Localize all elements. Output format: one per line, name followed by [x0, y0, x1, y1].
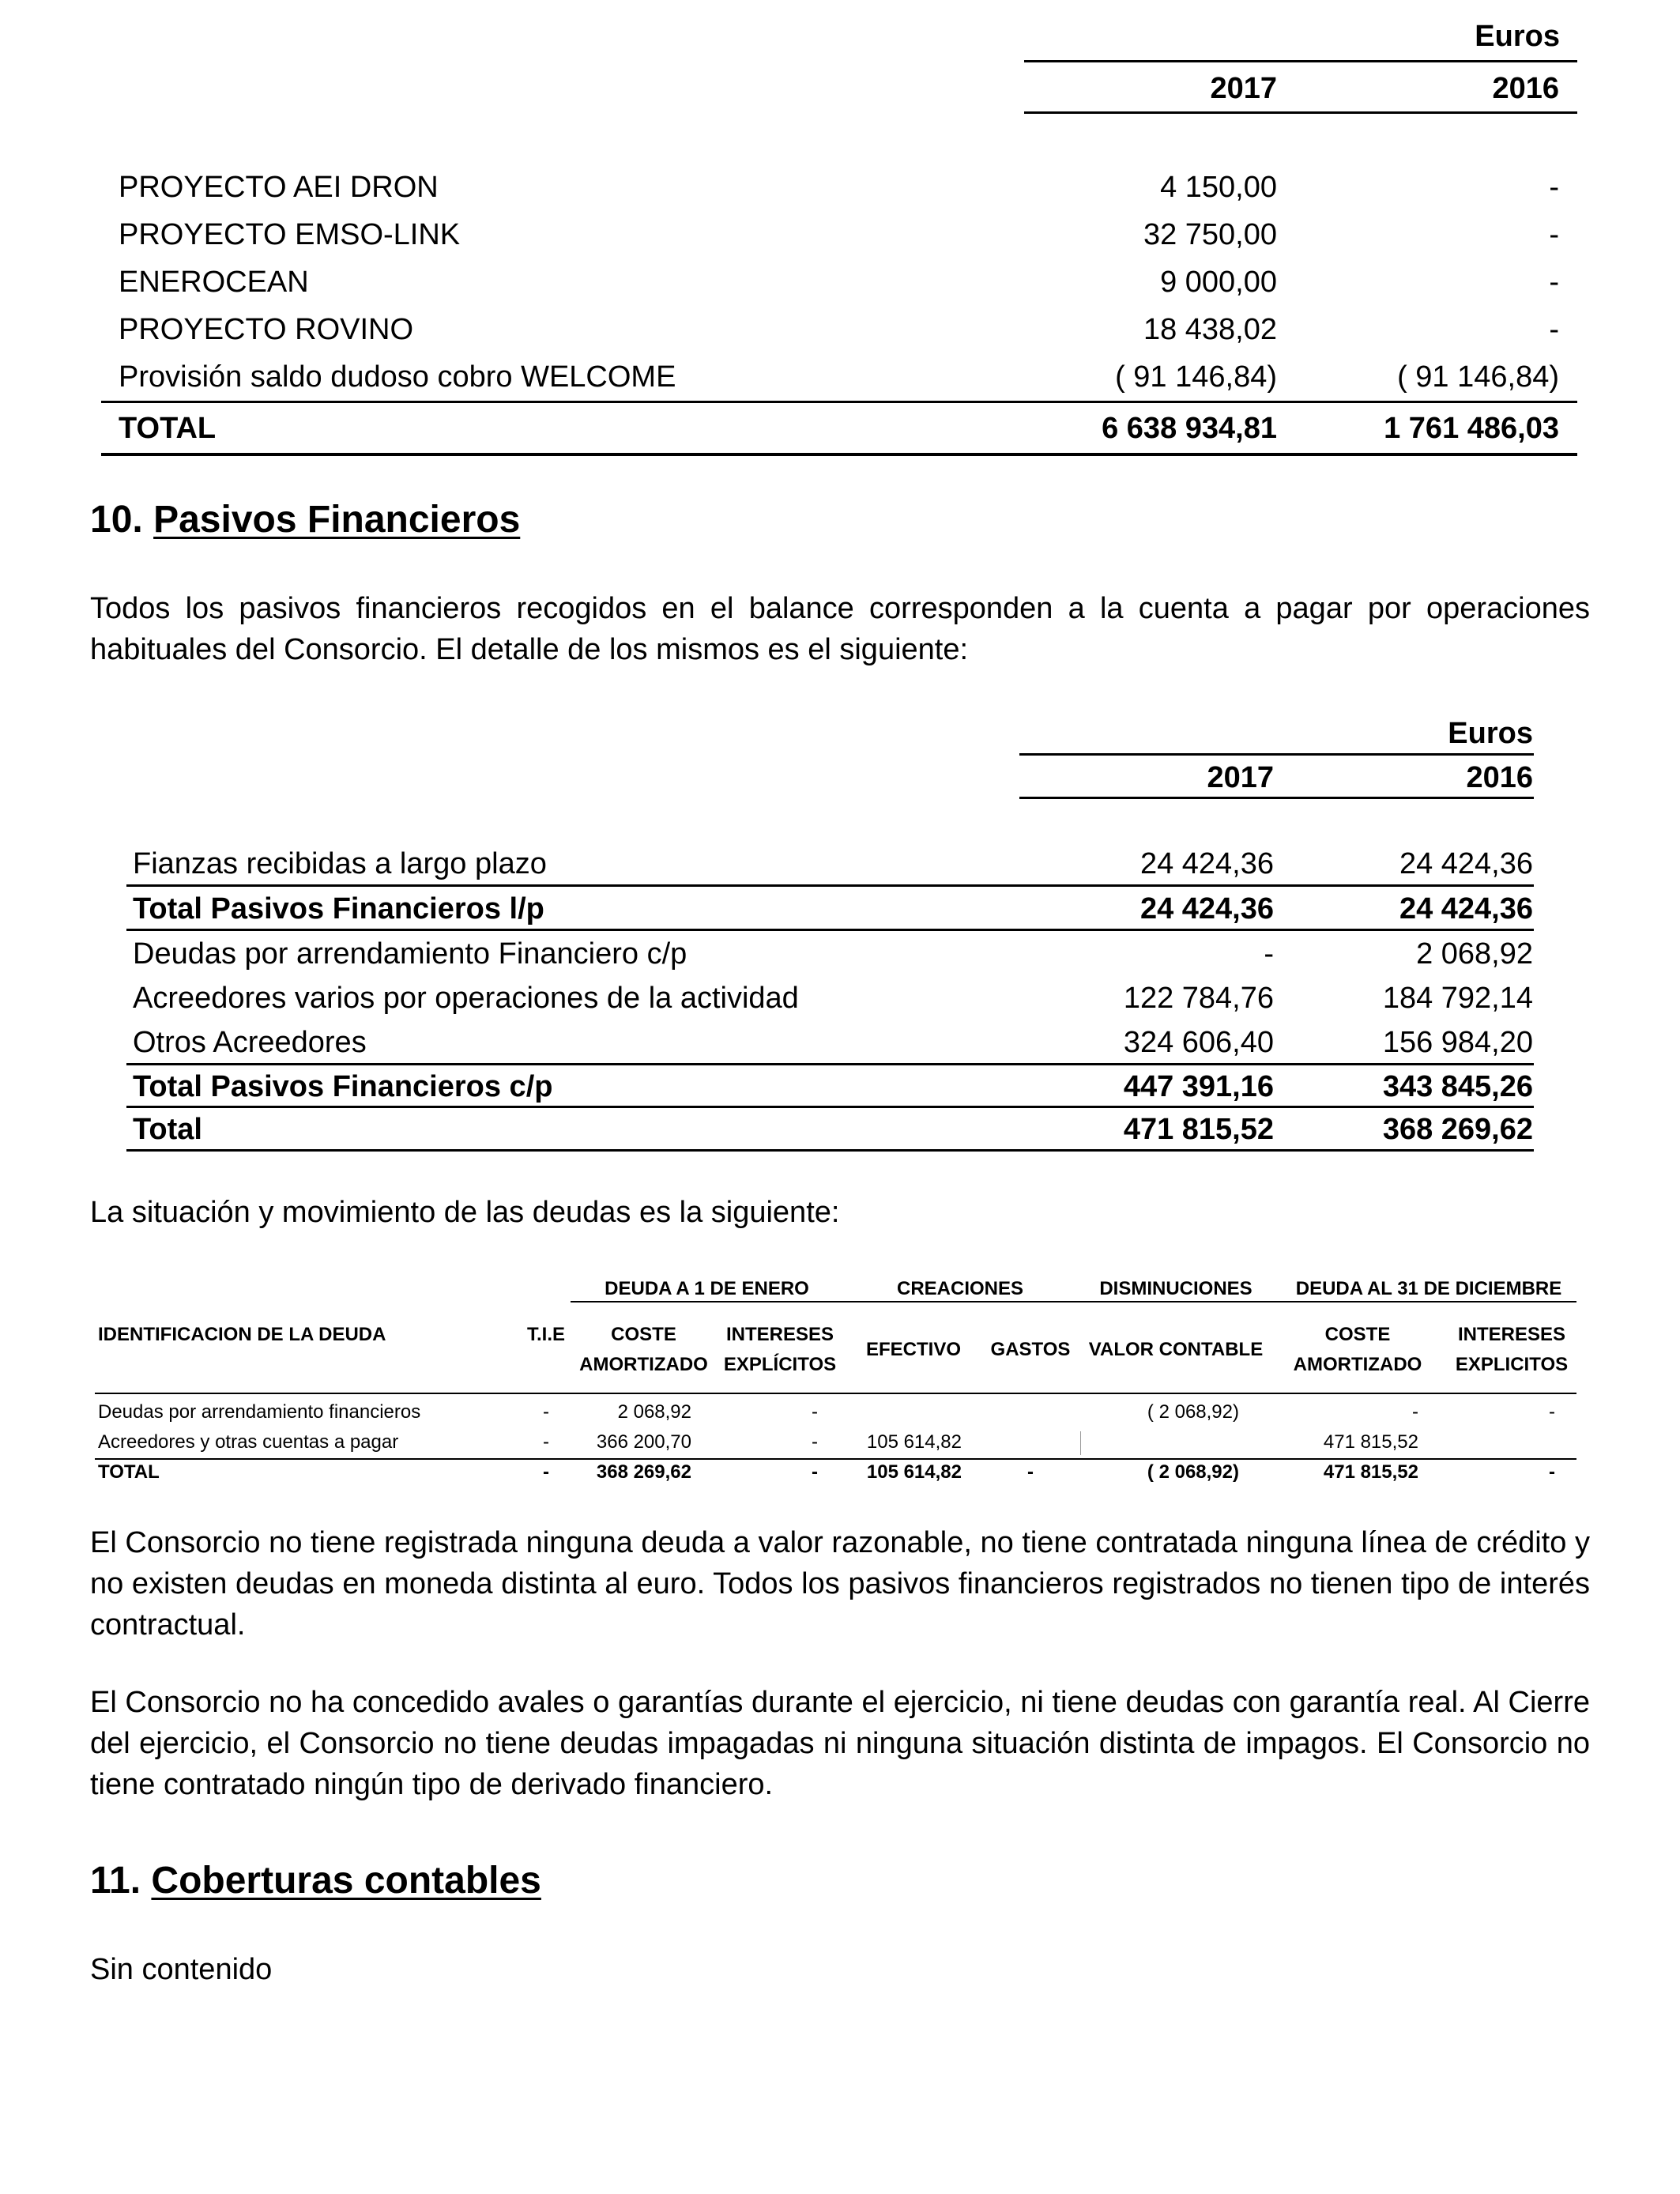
row-label: Fianzas recibidas a largo plazo	[133, 847, 547, 880]
row-label: ENEROCEAN	[119, 266, 309, 299]
value-2016: -	[1549, 313, 1559, 346]
header-rule	[1024, 111, 1577, 114]
total-top-rule	[101, 401, 1577, 403]
group-header-creaciones: CREACIONES	[896, 1278, 1024, 1299]
row-label: Provisión saldo dudoso cobro WELCOME	[119, 360, 676, 394]
value-2016: ( 91 146,84)	[1397, 360, 1559, 394]
section-11-body: Sin contenido	[90, 1953, 273, 1986]
intereses2-value: -	[1549, 1401, 1555, 1423]
value-2017: 32 750,00	[1143, 218, 1277, 251]
col-header-coste-amortizado2-b: AMORTIZADO	[1293, 1354, 1422, 1375]
efectivo-value: 105 614,82	[866, 1461, 962, 1483]
col-header-tie: T.I.E	[526, 1324, 565, 1345]
coste-amortizado-value: 2 068,92	[617, 1401, 691, 1423]
value-2017: 447 391,16	[1123, 1070, 1274, 1103]
group-header-deuda-enero: DEUDA A 1 DE ENERO	[605, 1278, 809, 1299]
col-header-2017: 2017	[1207, 761, 1274, 794]
col-header-coste-amortizado-a: COSTE	[611, 1324, 676, 1345]
section-number: 11.	[90, 1860, 141, 1902]
group-header-deuda-diciembre: DEUDA AL 31 DE DICIEMBRE	[1295, 1278, 1562, 1299]
row-label: PROYECTO EMSO-LINK	[119, 218, 461, 251]
tie-value: -	[543, 1401, 549, 1423]
table-row	[0, 932, 1680, 976]
col-header-2016: 2016	[1466, 761, 1533, 794]
subtotal-row	[0, 1065, 1680, 1109]
row-label: Total	[133, 1113, 202, 1146]
section-title: Coberturas contables	[151, 1860, 541, 1902]
value-2017: 471 815,52	[1123, 1113, 1274, 1146]
intereses-value: -	[812, 1401, 818, 1423]
value-2017: 24 424,36	[1139, 847, 1274, 880]
currency-label: Euros	[1475, 20, 1560, 53]
section-10-para-1: El Consorcio no tiene registrada ninguna deuda a valor razonable, no tiene contratada ninguna línea de crédito y no existen deudas en moneda distinta al euro. Todos los pasivos financieros registrados no tienen tipo de interés contractual.	[90, 1526, 1590, 1642]
row-label: Deudas por arrendamiento Financiero c/p	[133, 937, 687, 971]
row-rule	[126, 929, 1534, 931]
section-10-para-2: El Consorcio no ha concedido avales o garantías durante el ejercicio, ni tiene deudas con garantía real. Al Cierre del ejercicio, el Consorcio no tiene deudas impagadas ni ninguna situación distinta de impagos. El Consorcio no tiene contratado ningún tipo de derivado financiero.	[90, 1686, 1590, 1801]
value-2016: 156 984,20	[1382, 1026, 1533, 1059]
table-row	[0, 211, 1680, 258]
col-header-intereses-a: INTERESES	[725, 1324, 834, 1345]
row-label: Otros Acreedores	[133, 1026, 367, 1059]
header-rule	[1024, 60, 1577, 62]
row-rule	[126, 1149, 1534, 1152]
row-label: PROYECTO ROVINO	[119, 313, 414, 346]
col-header-gastos: GASTOS	[990, 1339, 1071, 1360]
table-row	[0, 1020, 1680, 1065]
col-header-intereses-b: EXPLÍCITOS	[723, 1354, 837, 1375]
table-row	[0, 1427, 1680, 1457]
value-2017: 324 606,40	[1123, 1026, 1274, 1059]
value-2017: ( 91 146,84)	[1115, 360, 1277, 394]
debt-id: Acreedores y otras cuentas a pagar	[98, 1431, 399, 1453]
col-header-intereses2-b: EXPLICITOS	[1455, 1354, 1569, 1375]
total-bottom-rule	[101, 453, 1577, 456]
total-2016: 1 761 486,03	[1384, 412, 1559, 445]
total-label: TOTAL	[119, 412, 217, 445]
col-header-identificacion: IDENTIFICACION DE LA DEUDA	[98, 1324, 386, 1345]
intereses-value: -	[812, 1461, 818, 1483]
col-header-2017: 2017	[1210, 72, 1277, 105]
total-2017: 6 638 934,81	[1102, 412, 1277, 445]
total-label: TOTAL	[98, 1461, 160, 1483]
value-2016: -	[1549, 171, 1559, 204]
coste-amortizado-value: 368 269,62	[596, 1461, 691, 1483]
value-2017: 24 424,36	[1139, 892, 1274, 925]
value-2016: 184 792,14	[1382, 982, 1533, 1015]
coste-amortizado2-value: 471 815,52	[1323, 1461, 1418, 1483]
section-10-heading	[90, 498, 520, 541]
header-rule	[1019, 797, 1534, 799]
efectivo-value: 105 614,82	[866, 1431, 962, 1453]
row-label: Total Pasivos Financieros l/p	[133, 892, 544, 925]
valor-contable-value: ( 2 068,92)	[1147, 1401, 1239, 1423]
section-10-intro: Todos los pasivos financieros recogidos en el balance corresponden a la cuenta a pagar por operaciones habituales del Consorcio. El detalle de los mismos es el siguiente:	[90, 592, 1590, 666]
col-header-efectivo: EFECTIVO	[865, 1339, 961, 1360]
total-rule	[95, 1458, 1576, 1460]
tie-value: -	[543, 1461, 549, 1483]
col-header-intereses2-a: INTERESES	[1457, 1324, 1566, 1345]
section-title: Pasivos Financieros	[153, 499, 521, 541]
coste-amortizado2-value: -	[1412, 1401, 1418, 1423]
group-header-disminuciones: DISMINUCIONES	[1099, 1278, 1252, 1299]
value-2016: 24 424,36	[1399, 847, 1533, 880]
group-header-rule	[571, 1301, 1576, 1302]
intereses2-value: -	[1549, 1461, 1555, 1483]
coste-amortizado-value: 366 200,70	[596, 1431, 691, 1453]
intereses-value: -	[812, 1431, 818, 1453]
value-2017: 122 784,76	[1123, 982, 1274, 1015]
row-label: Acreedores varios por operaciones de la actividad	[133, 982, 799, 1015]
total-row	[0, 405, 1680, 452]
col-header-2016: 2016	[1492, 72, 1559, 105]
currency-label: Euros	[1448, 717, 1533, 750]
section-number: 10.	[90, 499, 143, 541]
debt-id: Deudas por arrendamiento financieros	[98, 1401, 421, 1423]
cell-divider	[1080, 1431, 1081, 1455]
table-row	[0, 306, 1680, 353]
coste-amortizado2-value: 471 815,52	[1323, 1431, 1418, 1453]
table-row	[0, 164, 1680, 211]
value-2017: 9 000,00	[1160, 266, 1277, 299]
table-row	[0, 842, 1680, 886]
value-2016: -	[1549, 218, 1559, 251]
table-row	[0, 1397, 1680, 1427]
col-header-coste-amortizado2-a: COSTE	[1324, 1324, 1391, 1345]
valor-contable-value: ( 2 068,92)	[1147, 1461, 1239, 1483]
movement-intro: La situación y movimiento de las deudas es la siguiente:	[90, 1196, 840, 1229]
value-2016: 368 269,62	[1382, 1113, 1533, 1146]
tie-value: -	[543, 1431, 549, 1453]
row-label: PROYECTO AEI DRON	[119, 171, 439, 204]
value-2016: 343 845,26	[1382, 1070, 1533, 1103]
col-header-valor-contable: VALOR CONTABLE	[1088, 1339, 1264, 1360]
section-11-heading	[90, 1859, 541, 1902]
value-2017: 18 438,02	[1143, 313, 1277, 346]
subtotal-row	[0, 887, 1680, 931]
gastos-value: -	[1027, 1461, 1034, 1483]
row-label: Total Pasivos Financieros c/p	[133, 1070, 553, 1103]
value-2016: 2 068,92	[1416, 937, 1533, 971]
total-row	[0, 1107, 1680, 1152]
total-row	[0, 1457, 1680, 1487]
value-2017: 4 150,00	[1160, 171, 1277, 204]
table-row	[0, 976, 1680, 1020]
col-header-coste-amortizado-b: AMORTIZADO	[579, 1354, 708, 1375]
value-2016: 24 424,36	[1399, 892, 1533, 925]
header-bottom-rule	[95, 1393, 1576, 1394]
table-row	[0, 258, 1680, 306]
value-2017: -	[1264, 937, 1274, 971]
value-2016: -	[1549, 266, 1559, 299]
table-row	[0, 353, 1680, 401]
